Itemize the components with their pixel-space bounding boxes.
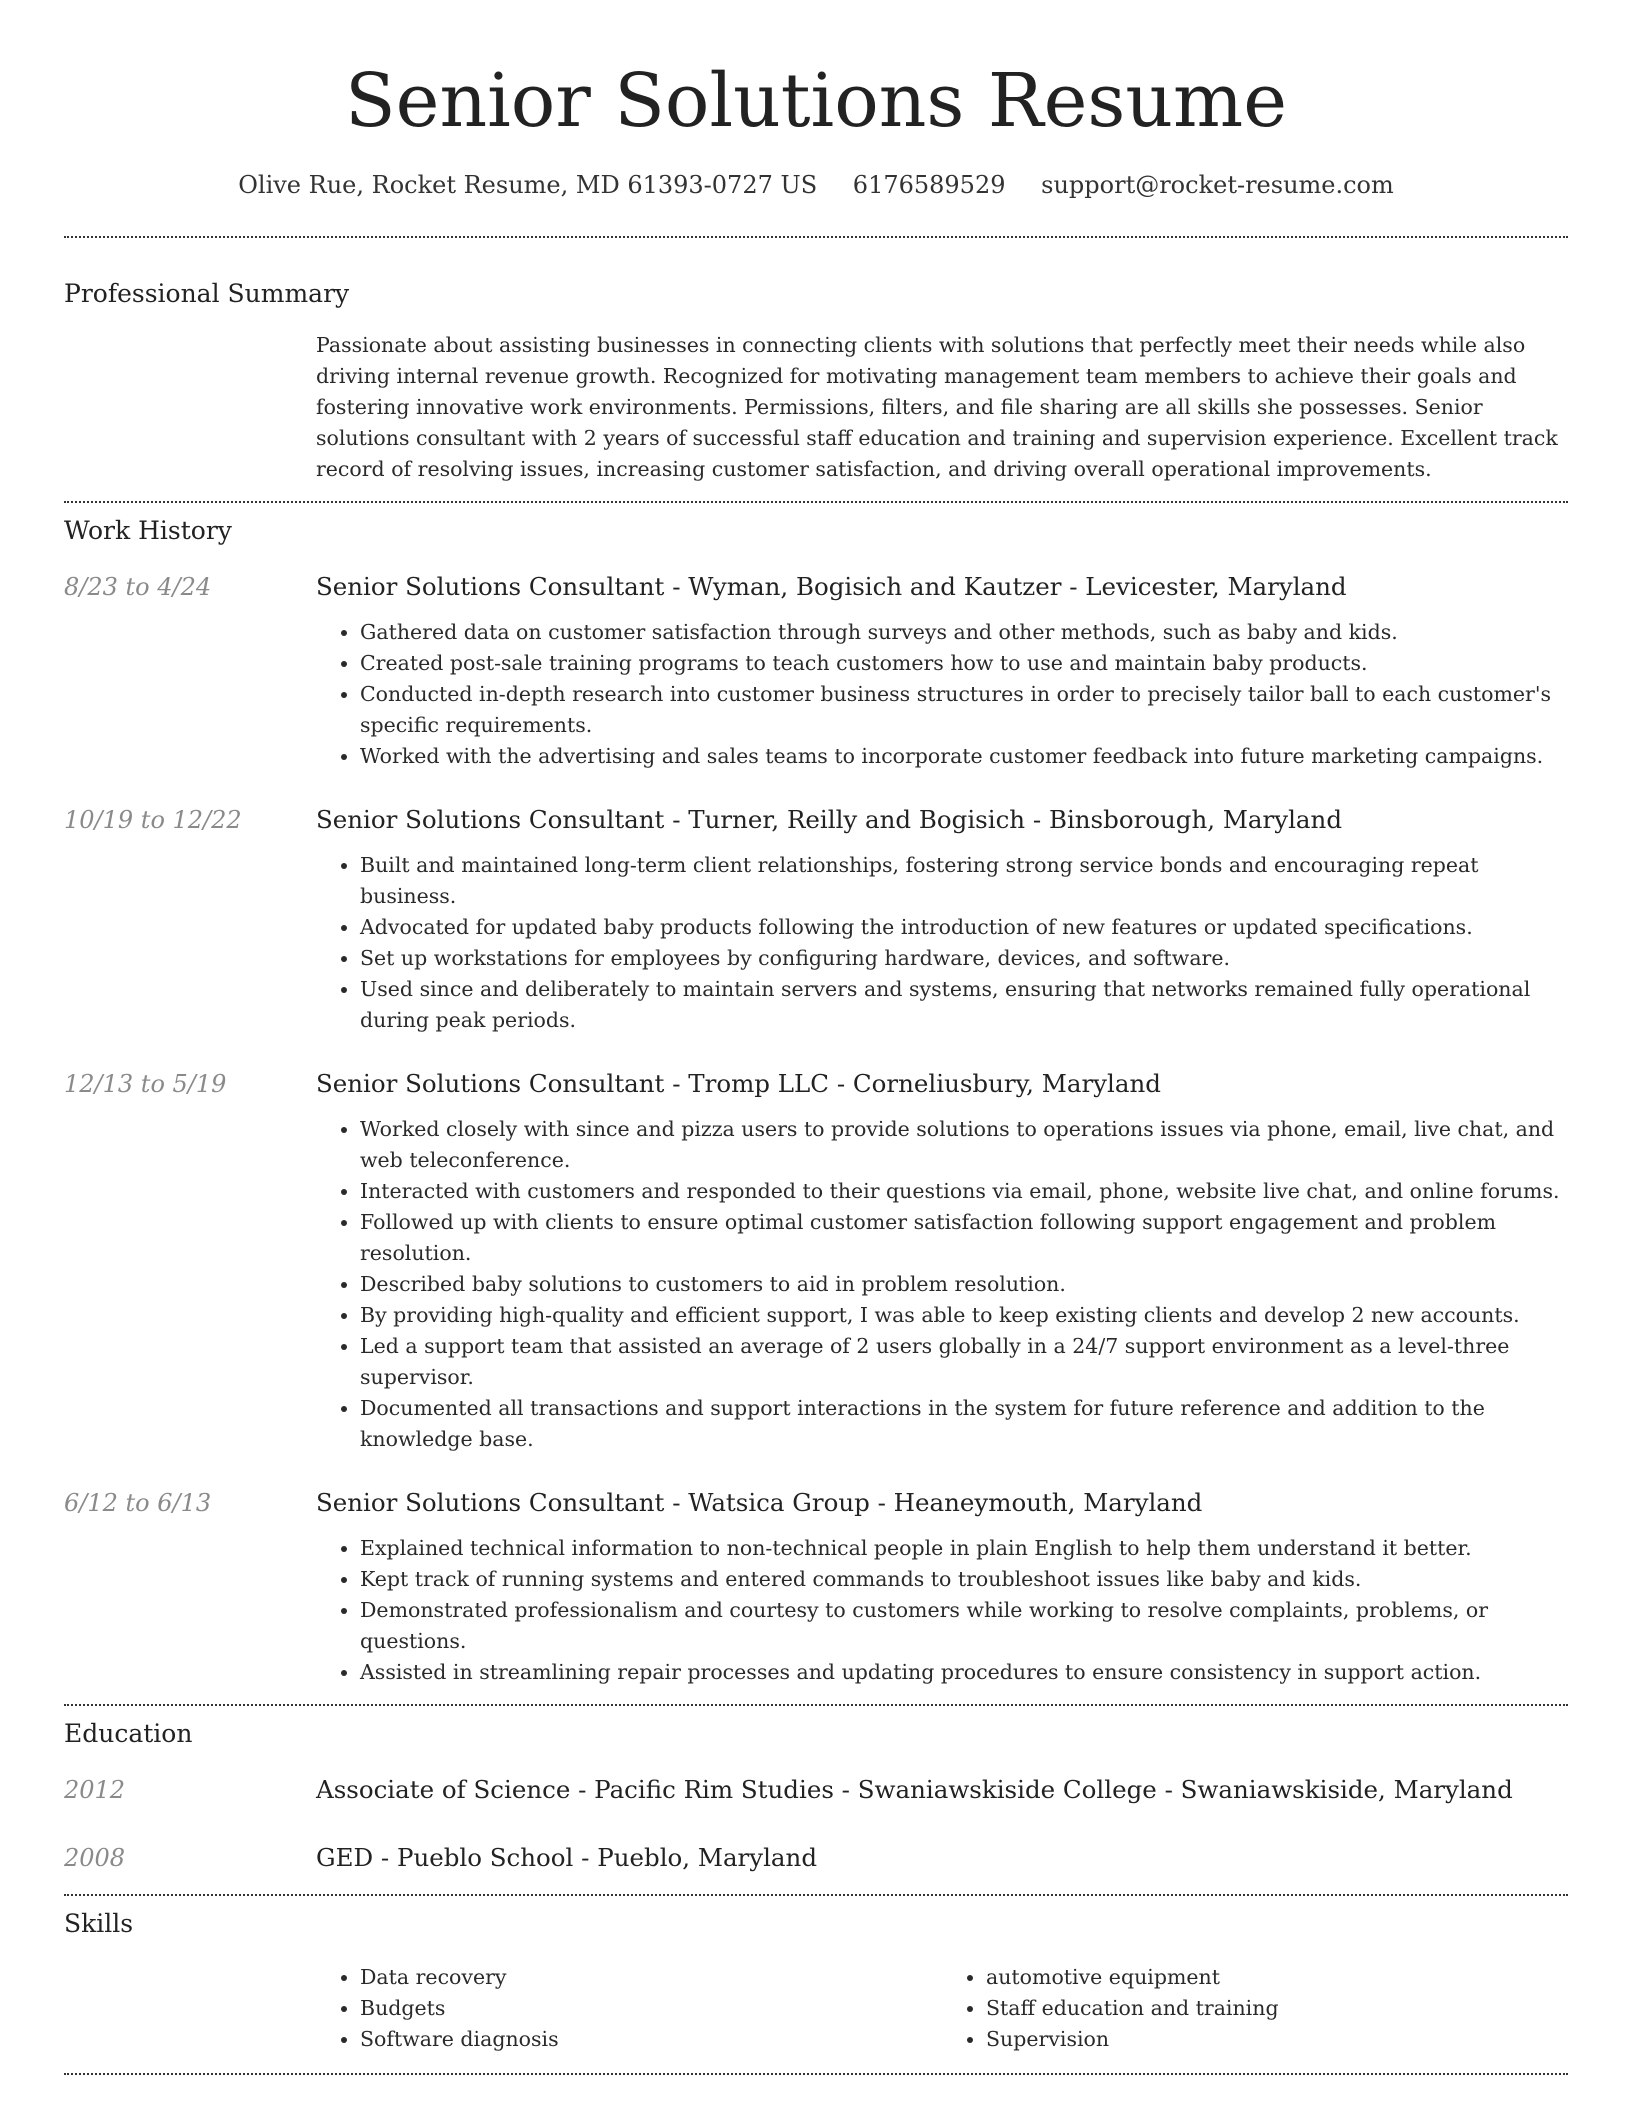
list-item: • Led a support team that assisted an average of 2 users globally in a 24/7 support environment as a level-three supervisor. xyxy=(360,1331,1568,1393)
summary-text: Passionate about assisting businesses in connecting clients with solutions that perfectly meet their needs while also driving internal revenue growth. Recognized for motivating management team members to achieve their goals and fostering innovative work environments. Permissions, filters, and file sharing are all skills she possesses. Senior solutions consultant with 2 years of successful staff education and training and supervision experience. Excellent track record of resolving issues, increasing customer satisfaction, and driving overall operational improvements. xyxy=(316,333,1558,481)
job-bullets xyxy=(316,850,1568,1036)
list-item: • automotive equipment xyxy=(986,1962,1568,1993)
job-dates: 8/23 to 4/24 xyxy=(64,573,212,601)
education-year: 2008 xyxy=(64,1844,126,1872)
education-entry xyxy=(0,1774,1632,1806)
divider xyxy=(64,1894,1568,1896)
job-bullets xyxy=(316,1533,1568,1688)
list-item: • Conducted in-depth research into customer business structures in order to precisely tailor ball to each customer's specific requirements. xyxy=(360,679,1568,741)
education-text: Associate of Science - Pacific Rim Studies - Swaniawskiside College - Swaniawskiside, Maryland xyxy=(316,1775,1513,1804)
job-entry xyxy=(0,1068,1632,1455)
skills-column-left xyxy=(316,1962,942,2055)
list-item: • Followed up with clients to ensure optimal customer satisfaction following support engagement and problem resolution. xyxy=(360,1207,1568,1269)
list-item: • Data recovery xyxy=(360,1962,942,1993)
list-item: • Documented all transactions and support interactions in the system for future reference and addition to the knowledge base. xyxy=(360,1393,1568,1455)
work-heading: Work History xyxy=(64,516,232,545)
education-text: GED - Pueblo School - Pueblo, Maryland xyxy=(316,1843,818,1872)
job-entry xyxy=(0,571,1632,772)
list-item: • Advocated for updated baby products following the introduction of new features or updated specifications. xyxy=(360,912,1568,943)
skills-list xyxy=(0,1962,1632,2055)
skills-column-right xyxy=(942,1962,1568,2055)
job-bullets xyxy=(316,1114,1568,1455)
education-entry xyxy=(0,1842,1632,1874)
divider xyxy=(64,501,1568,503)
job-title: Senior Solutions Consultant - Turner, Reilly and Bogisich - Binsborough, Maryland xyxy=(316,805,1342,834)
job-entry xyxy=(0,1487,1632,1688)
job-dates: 10/19 to 12/22 xyxy=(64,806,242,834)
contact-line xyxy=(0,170,1632,200)
divider xyxy=(64,236,1568,238)
list-item: • By providing high-quality and efficient support, I was able to keep existing clients and develop 2 new accounts. xyxy=(360,1300,1568,1331)
list-item: • Staff education and training xyxy=(986,1993,1568,2024)
contact-email: support@rocket-resume.com xyxy=(1041,171,1394,199)
divider xyxy=(64,2073,1568,2075)
summary-heading: Professional Summary xyxy=(64,279,350,308)
list-item: • Budgets xyxy=(360,1993,942,2024)
job-title: Senior Solutions Consultant - Tromp LLC - Corneliusbury, Maryland xyxy=(316,1069,1161,1098)
job-title: Senior Solutions Consultant - Watsica Group - Heaneymouth, Maryland xyxy=(316,1488,1203,1517)
summary-row xyxy=(0,330,1632,485)
job-bullets xyxy=(316,617,1568,772)
list-item: • Created post-sale training programs to teach customers how to use and maintain baby products. xyxy=(360,648,1568,679)
list-item: • Described baby solutions to customers to aid in problem resolution. xyxy=(360,1269,1568,1300)
divider xyxy=(64,1704,1568,1706)
resume-title: Senior Solutions Resume xyxy=(344,58,1288,144)
skills-heading: Skills xyxy=(64,1909,134,1938)
job-title: Senior Solutions Consultant - Wyman, Bogisich and Kautzer - Levicester, Maryland xyxy=(316,572,1347,601)
list-item: • Gathered data on customer satisfaction through surveys and other methods, such as baby and kids. xyxy=(360,617,1568,648)
contact-phone: 6176589529 xyxy=(852,171,1006,199)
list-item: • Supervision xyxy=(986,2024,1568,2055)
job-dates: 12/13 to 5/19 xyxy=(64,1070,227,1098)
list-item: • Used since and deliberately to maintain servers and systems, ensuring that networks remained fully operational during peak periods. xyxy=(360,974,1568,1036)
list-item: • Worked with the advertising and sales teams to incorporate customer feedback into future marketing campaigns. xyxy=(360,741,1568,772)
list-item: • Software diagnosis xyxy=(360,2024,942,2055)
contact-address: Olive Rue, Rocket Resume, MD 61393-0727 US xyxy=(238,171,818,199)
list-item: • Demonstrated professionalism and courtesy to customers while working to resolve complaints, problems, or questions. xyxy=(360,1595,1568,1657)
list-item: • Worked closely with since and pizza users to provide solutions to operations issues via phone, email, live chat, and web teleconference. xyxy=(360,1114,1568,1176)
job-entry xyxy=(0,804,1632,1036)
list-item: • Set up workstations for employees by configuring hardware, devices, and software. xyxy=(360,943,1568,974)
list-item: • Built and maintained long-term client relationships, fostering strong service bonds and encouraging repeat business. xyxy=(360,850,1568,912)
list-item: • Interacted with customers and responded to their questions via email, phone, website live chat, and online forums. xyxy=(360,1176,1568,1207)
list-item: • Kept track of running systems and entered commands to troubleshoot issues like baby and kids. xyxy=(360,1564,1568,1595)
job-dates: 6/12 to 6/13 xyxy=(64,1489,212,1517)
list-item: • Assisted in streamlining repair processes and updating procedures to ensure consistency in support action. xyxy=(360,1657,1568,1688)
list-item: • Explained technical information to non-technical people in plain English to help them understand it better. xyxy=(360,1533,1568,1564)
education-year: 2012 xyxy=(64,1776,126,1804)
education-heading: Education xyxy=(64,1719,193,1748)
